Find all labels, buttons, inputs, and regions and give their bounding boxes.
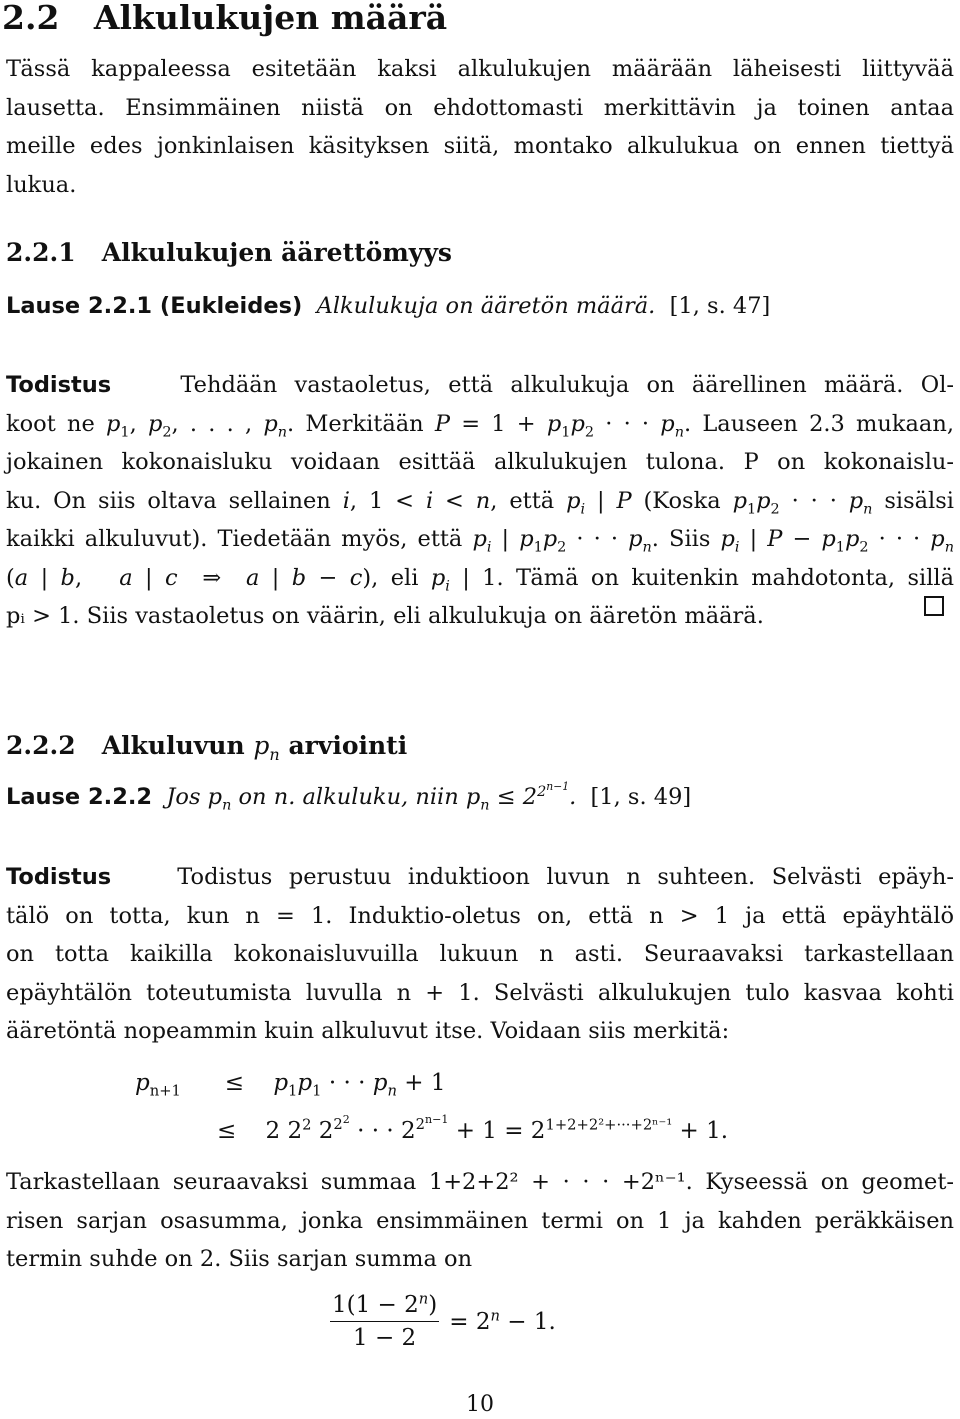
proof-line: kaikki alkuluvut). Tiedetään myös, että $p_i$ | $p_1p_2$ · · · $p_n$. Siis $p_i$ | $P - p_1p_2$ · · · $p_n$ [6, 526, 954, 556]
proof-line: epäyhtälön toteutumista luvulla n + 1. Selvästi alkulukujen tulo kasvaa kohti [6, 979, 954, 1006]
section-number: 2.2 [2, 0, 60, 37]
subsection-title-var: p [253, 731, 270, 760]
after-line: Tarkastellaan seuraavaksi summaa 1+2+2² + · · · +2ⁿ⁻¹. Kyseessä on geomet- [6, 1169, 954, 1195]
theorem-label: Lause 2.2.1 (Eukleides) [6, 293, 303, 319]
intro-line: lukua. [6, 171, 77, 198]
fraction-display [330, 1292, 556, 1351]
subsection-heading-1 [6, 238, 960, 267]
proof-2 [6, 858, 954, 1051]
proof-label: Todistus [6, 372, 112, 398]
subsection-title-sub: n [269, 745, 280, 764]
proof-line: koot ne $p_1$, $p_2$, . . . , $p_n$. Merkitään $P = 1 + p_1p_2$ · · · $p_n$. Lauseen 2.3 mukaan, [6, 410, 954, 440]
theorem-reference: [1, s. 49] [590, 784, 692, 810]
theorem-statement: Alkulukuja on ääretön määrä. [316, 293, 656, 319]
fraction-numerator: $1(1 - 2^n)$ [330, 1292, 439, 1322]
proof-line [6, 858, 954, 897]
proof-label: Todistus [6, 864, 112, 890]
intro-line: Tässä kappaleessa esitetään kaksi alkulukujen määrään läheisesti liittyvää [6, 56, 954, 82]
theorem-label: Lause 2.2.2 [6, 784, 153, 810]
qed-symbol [924, 596, 944, 616]
proof-line: pᵢ > 1. Siis vastaoletus on väärin, eli alkulukuja on ääretön määrä. [6, 603, 764, 629]
intro-line: meille edes jonkinlaisen käsityksen siitä, montako alkulukua on ennen tiettyä [6, 133, 954, 159]
page-number: 10 [466, 1392, 494, 1417]
theorem-reference: [1, s. 47] [669, 293, 771, 319]
fraction-result: = $2^n - 1$. [449, 1306, 556, 1335]
intro-paragraph [6, 50, 954, 204]
proof-text: Todistus perustuu induktioon luvun n suhteen. Selvästi epäyh- [177, 864, 955, 890]
subsection-title-end: arviointi [288, 731, 408, 760]
proof-line: tälö on totta, kun n = 1. Induktio-oletus on, että n > 1 ja että epäyhtälö [6, 902, 954, 929]
fraction [330, 1292, 439, 1351]
section-title: Alkulukujen määrä [93, 0, 448, 37]
proof-line: ku. On siis oltava sellainen i, 1 < i < n, että $p_i$ | P (Koska $p_1p_2$ · · · $p_n$ sisälsi [6, 487, 954, 517]
proof-line: (a | b, a | c ⇒ a | b − c), eli $p_i$ | 1. Tämä on kuitenkin mahdotonta, sillä [6, 564, 955, 594]
subsection-title: Alkuluvun [101, 731, 245, 760]
theorem-1 [6, 293, 960, 319]
section-heading [2, 0, 960, 37]
proof-line [6, 366, 954, 405]
after-line: risen sarjan osasumma, jonka ensimmäinen termi on 1 ja kahden peräkkäisen [6, 1207, 954, 1234]
proof-1 [6, 366, 954, 636]
proof-text: kaikki alkuluvut). Tiedetään myös, että [6, 526, 463, 552]
proof-line: ääretöntä nopeammin kuin alkuluvut itse. Voidaan siis merkitä: [6, 1018, 730, 1044]
subsection-title: Alkulukujen äärettömyys [101, 238, 452, 267]
subsection-number: 2.2.1 [6, 238, 76, 267]
inequality-row: $p_{n+1}$ ≤ $p_1p_1$ · · · $p_n + 1$ [135, 1070, 446, 1100]
theorem-2 [6, 779, 960, 814]
after-paragraph [6, 1163, 954, 1279]
proof-line: jokainen kokonaisluku voidaan esittää alkulukujen tulona. P on kokonaislu- [6, 449, 954, 475]
proof-text: Tehdään vastaoletus, että alkulukuja on äärellinen määrä. Ol- [180, 372, 955, 398]
inequality-row: ≤ 2 $2^2$ $2^{2^2}$ · · · $2^{2^{n-1}} + 1 = 2^{1+2+2^2+\cdot\cdot\cdot+2^{n-1}} + 1$. [217, 1113, 729, 1144]
theorem-statement: Jos $p_n$ on n. alkuluku, niin $p_n \le 2^{2^{n-1}}$. [166, 779, 577, 814]
after-line: termin suhde on 2. Siis sarjan summa on [6, 1246, 473, 1272]
inequality-display [135, 1063, 728, 1151]
proof-line: on totta kaikilla kokonaisluvuilla lukuun n asti. Seuraavaksi tarkastellaan [6, 941, 954, 967]
intro-line: lausetta. Ensimmäinen niistä on ehdottomasti merkittävin ja toinen antaa [6, 94, 954, 121]
subsection-heading-2 [6, 731, 960, 764]
subsection-number: 2.2.2 [6, 731, 76, 760]
fraction-denominator: 1 − 2 [353, 1325, 417, 1351]
